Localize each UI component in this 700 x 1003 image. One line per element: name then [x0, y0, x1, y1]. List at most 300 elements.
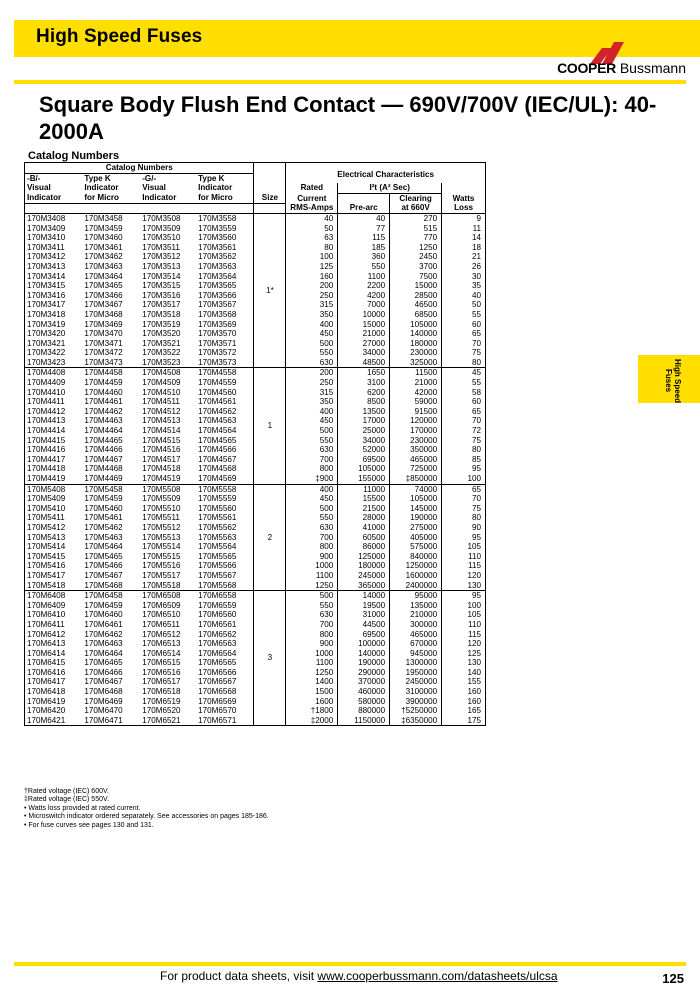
- cell-g: 170M5509: [142, 494, 181, 504]
- header-gkn-line: Indicator: [196, 183, 254, 193]
- cell-g: 170M3523: [140, 358, 196, 368]
- header-row: [25, 193, 486, 203]
- cell-rated: 550: [286, 601, 338, 611]
- cell-prearc: 11000: [338, 484, 390, 494]
- footer-link[interactable]: www.cooperbussmann.com/datasheets/ulcsa: [317, 969, 558, 983]
- cell-g: 170M5516: [142, 561, 181, 571]
- cell-g: 170M3514: [142, 271, 181, 281]
- cell-bkn: 170M5460: [84, 503, 123, 513]
- logo-word-bussmann: Bussmann: [619, 60, 686, 76]
- side-tab[interactable]: [638, 355, 700, 403]
- cell-clearing: 140000: [390, 329, 442, 339]
- cell-prearc: 34000: [338, 348, 390, 358]
- cell-gkn: 170M5567: [196, 571, 254, 581]
- cell-b: 170M5411: [25, 513, 83, 523]
- cell-b: 170M3411: [25, 243, 83, 253]
- cell-clearing: 95000: [390, 591, 442, 601]
- cell-g: 170M6513: [142, 639, 181, 649]
- cell-gkn: 170M4558: [196, 368, 254, 378]
- cell-bkn: 170M3465: [84, 281, 123, 291]
- cell-prearc: 155000: [338, 474, 390, 484]
- cell-watts: 100: [442, 601, 486, 611]
- cell-g: 170M4516: [142, 445, 181, 455]
- cell-rated: 250: [286, 378, 338, 388]
- cell-bkn: 170M5465: [84, 551, 123, 561]
- cell-b: 170M4408: [25, 368, 83, 378]
- cell-gkn: 170M5562: [196, 523, 254, 533]
- cell-g: 170M6519: [142, 696, 181, 706]
- cell-gkn: 170M6571: [196, 716, 254, 726]
- header-prearc-spacer: [338, 193, 390, 203]
- cell-watts: 60: [442, 320, 486, 330]
- cell-clearing: 15000: [390, 281, 442, 291]
- cell-rated: 900: [286, 552, 338, 562]
- cell-bkn: 170M6467: [84, 677, 123, 687]
- cell-rated: 250: [286, 291, 338, 301]
- header-b-line: Visual: [25, 183, 83, 193]
- header-gkn-line: Type K: [196, 173, 254, 183]
- cell-prearc: 48500: [338, 358, 390, 368]
- cell-rated: 1500: [286, 687, 338, 697]
- cell-bkn: 170M4465: [84, 435, 123, 445]
- cell-b: 170M5409: [25, 494, 83, 504]
- cell-gkn: 170M5560: [196, 504, 254, 514]
- cell-bkn: 170M5461: [84, 513, 123, 523]
- cell-b: 170M6420: [25, 706, 83, 716]
- cell-gkn: 170M6562: [196, 630, 254, 640]
- cell-bkn: 170M5467: [84, 570, 123, 580]
- cell-g: 170M3511: [142, 242, 180, 252]
- cell-prearc: 245000: [338, 571, 390, 581]
- cell-bkn: 170M5468: [82, 581, 140, 591]
- cell-g: 170M4510: [142, 387, 181, 397]
- cell-g: 170M3521: [142, 338, 181, 348]
- cell-prearc: 44500: [338, 620, 390, 630]
- cell-gkn: 170M3569: [196, 320, 254, 330]
- cell-g: 170M6511: [142, 619, 180, 629]
- cell-b: 170M6408: [25, 591, 83, 601]
- footer-label: For product data sheets, visit: [160, 969, 318, 983]
- cell-prearc: 6200: [338, 388, 390, 398]
- cell-g: 170M4515: [142, 435, 181, 445]
- cell-prearc: 3100: [338, 378, 390, 388]
- cell-clearing: 1250000: [390, 561, 442, 571]
- cell-g: 170M5510: [142, 503, 181, 513]
- cell-g: 170M5517: [142, 570, 181, 580]
- cell-prearc: 4200: [338, 291, 390, 301]
- header-i2t: I²t (A² Sec): [338, 183, 442, 193]
- cell-size: 3: [254, 591, 286, 726]
- cell-b: 170M3412: [25, 252, 83, 262]
- cell-b: 170M6411: [25, 620, 83, 630]
- header-bkn-line: Indicator: [84, 183, 119, 193]
- cell-clearing: 350000: [390, 445, 442, 455]
- footnote: • For fuse curves see pages 130 and 131.: [24, 821, 154, 829]
- cell-bkn: 170M4460: [84, 387, 123, 397]
- cell-bkn: 170M4459: [84, 378, 123, 388]
- cell-b: 170M4416: [25, 445, 83, 455]
- cell-rated: 630: [286, 445, 338, 455]
- cell-watts: 90: [442, 523, 486, 533]
- cell-bkn: 170M5462: [84, 522, 123, 532]
- cell-clearing: 275000: [390, 523, 442, 533]
- cell-watts: 80: [442, 358, 486, 368]
- cell-size: 2: [254, 484, 286, 591]
- cell-b: 170M6416: [25, 668, 83, 678]
- cell-b: 170M4417: [25, 455, 83, 465]
- cell-bkn: 170M3469: [84, 319, 123, 329]
- cell-gkn: 170M3559: [196, 224, 254, 234]
- cell-prearc: 180000: [338, 561, 390, 571]
- cell-b: 170M4414: [25, 426, 83, 436]
- cell-prearc: 21000: [338, 329, 390, 339]
- cell-rated: 350: [286, 397, 338, 407]
- cell-watts: 110: [442, 552, 486, 562]
- header-size: Size: [254, 193, 286, 203]
- header-bkn-line: [82, 203, 140, 213]
- cell-bkn: 170M3458: [84, 213, 123, 223]
- cell-b: 170M5416: [25, 561, 83, 571]
- cell-bkn: 170M4467: [84, 454, 123, 464]
- cell-rated: 630: [286, 523, 338, 533]
- cell-gkn: 170M6568: [196, 687, 254, 697]
- cell-clearing: 46500: [390, 300, 442, 310]
- header-watts-line: Loss: [442, 203, 486, 213]
- cell-b: 170M6414: [25, 649, 83, 659]
- cell-clearing: 515: [390, 224, 442, 234]
- cell-bkn: 170M6458: [84, 591, 123, 601]
- table-row: [25, 213, 486, 223]
- cell-prearc: 105000: [338, 464, 390, 474]
- cell-size: 1*: [254, 213, 286, 368]
- header-row: [25, 183, 486, 193]
- catalog-heading: Catalog Numbers: [28, 150, 120, 162]
- cell-clearing: 1950000: [390, 668, 442, 678]
- cell-watts: 45: [442, 368, 486, 378]
- cell-watts: 65: [442, 329, 486, 339]
- cell-bkn: 170M6465: [84, 658, 123, 668]
- cell-gkn: 170M4561: [196, 397, 254, 407]
- table-row: [25, 368, 486, 378]
- header-g-line: -G/-: [142, 173, 157, 183]
- cell-b: 170M3414: [25, 272, 83, 282]
- cell-gkn: 170M3571: [196, 339, 254, 349]
- cell-gkn: 170M5566: [196, 561, 254, 571]
- cell-bkn: 170M3468: [84, 309, 123, 319]
- cell-prearc: 15500: [338, 494, 390, 504]
- cell-bkn: 170M6469: [84, 696, 123, 706]
- cell-g: 170M6510: [142, 610, 181, 620]
- catalog-table: [24, 162, 486, 726]
- header-size: [254, 183, 286, 193]
- header-catalog-numbers: Catalog Numbers: [25, 163, 254, 174]
- section-title: High Speed Fuses: [36, 26, 203, 47]
- cell-clearing: 74000: [390, 484, 442, 494]
- cell-clearing: 300000: [390, 620, 442, 630]
- cell-clearing: 230000: [390, 348, 442, 358]
- cell-rated: 1600: [286, 697, 338, 707]
- cell-prearc: 28000: [338, 513, 390, 523]
- header-watts-line: Watts: [442, 193, 486, 203]
- cell-g: 170M6518: [142, 687, 181, 697]
- cell-g: 170M4519: [140, 474, 196, 484]
- cell-clearing: 725000: [390, 464, 442, 474]
- cell-g: 170M4508: [142, 368, 181, 378]
- cell-prearc: 100000: [338, 639, 390, 649]
- cell-clearing: 575000: [390, 542, 442, 552]
- header-electrical: Electrical Characteristics: [286, 163, 486, 184]
- cell-clearing: 945000: [390, 649, 442, 659]
- cell-clearing: 2450: [390, 252, 442, 262]
- cell-gkn: 170M5561: [196, 513, 254, 523]
- cell-prearc: 8500: [338, 397, 390, 407]
- cell-watts: 105: [442, 610, 486, 620]
- cell-b: 170M5417: [25, 571, 83, 581]
- cell-clearing: 465000: [390, 455, 442, 465]
- header-rated-line: Rated: [286, 183, 338, 193]
- cell-g: 170M6512: [142, 629, 181, 639]
- cell-g: 170M6517: [142, 677, 181, 687]
- cell-prearc: 17000: [338, 416, 390, 426]
- cell-g: 170M3522: [142, 348, 181, 358]
- cell-b: 170M3419: [25, 320, 83, 330]
- cell-g: 170M5508: [142, 484, 181, 494]
- cell-bkn: 170M6463: [84, 639, 123, 649]
- footnote: ‡Rated voltage (IEC) 550V.: [24, 796, 109, 804]
- cell-gkn: 170M4564: [196, 426, 254, 436]
- table-header: [25, 163, 486, 214]
- cell-bkn: 170M3464: [84, 271, 123, 281]
- cell-bkn: 170M3471: [84, 338, 123, 348]
- cell-bkn: 170M6471: [82, 716, 140, 726]
- header-bkn-line: for Micro: [82, 193, 140, 203]
- cell-watts: 155: [442, 677, 486, 687]
- cell-gkn: 170M3570: [196, 329, 254, 339]
- cell-gkn: 170M3560: [196, 233, 254, 243]
- cell-bkn: 170M3459: [84, 223, 123, 233]
- cell-watts: 70: [442, 494, 486, 504]
- cell-b: 170M3410: [25, 233, 83, 243]
- cell-g: 170M6514: [142, 648, 181, 658]
- cell-bkn: 170M4468: [84, 464, 123, 474]
- cell-gkn: 170M4560: [196, 388, 254, 398]
- cell-rated: 1400: [286, 677, 338, 687]
- cell-rated: 50: [286, 224, 338, 234]
- footnote: †Rated voltage (IEC) 600V.: [24, 788, 109, 795]
- header-b-line: -B/-: [25, 173, 83, 183]
- table-body: [25, 213, 486, 725]
- cell-rated: 450: [286, 416, 338, 426]
- cell-prearc: 365000: [338, 581, 390, 591]
- cell-clearing: 180000: [390, 339, 442, 349]
- cell-rated: 63: [286, 233, 338, 243]
- cell-clearing: †5250000: [390, 706, 442, 716]
- cell-clearing: 670000: [390, 639, 442, 649]
- cell-bkn: 170M5464: [84, 542, 123, 552]
- cell-watts: 160: [442, 687, 486, 697]
- cell-clearing: 3100000: [390, 687, 442, 697]
- cell-g: 170M5511: [142, 513, 180, 523]
- cell-clearing: 105000: [390, 494, 442, 504]
- cell-watts: 115: [442, 561, 486, 571]
- logo-word-cooper: COOPER: [557, 60, 616, 76]
- cell-bkn: 170M5466: [84, 561, 123, 571]
- header-gkn-line: [196, 203, 254, 213]
- cell-gkn: 170M3568: [196, 310, 254, 320]
- cell-rated: 200: [286, 281, 338, 291]
- header-clearing-line: Clearing: [390, 193, 442, 203]
- cell-rated: 1100: [286, 658, 338, 668]
- cell-clearing: 325000: [390, 358, 442, 368]
- cell-rated: 400: [286, 320, 338, 330]
- cell-g: 170M5512: [142, 522, 181, 532]
- cell-g: 170M4518: [142, 464, 181, 474]
- header-size: [254, 203, 286, 213]
- header-bkn-line: Type K: [84, 173, 111, 183]
- cell-watts: 160: [442, 697, 486, 707]
- cell-prearc: 7000: [338, 300, 390, 310]
- page-title: Square Body Flush End Contact — 690V/700V (IEC/UL): 40-2000A: [39, 92, 657, 144]
- footnote: • Microswitch indicator ordered separately. See accessories on pages 185-186.: [24, 813, 269, 821]
- cell-watts: 26: [442, 262, 486, 272]
- cell-watts: 95: [442, 533, 486, 543]
- cell-prearc: 580000: [338, 697, 390, 707]
- cell-prearc: 370000: [338, 677, 390, 687]
- cell-watts: 21: [442, 252, 486, 262]
- cell-clearing: 145000: [390, 504, 442, 514]
- cell-gkn: 170M3562: [196, 252, 254, 262]
- cell-gkn: 170M6560: [196, 610, 254, 620]
- cell-b: 170M5413: [25, 533, 83, 543]
- header-g-line: Visual: [142, 183, 166, 193]
- cell-rated: 125: [286, 262, 338, 272]
- cell-gkn: 170M4562: [196, 407, 254, 417]
- cell-clearing: 2450000: [390, 677, 442, 687]
- cell-prearc: 31000: [338, 610, 390, 620]
- cell-gkn: 170M3561: [196, 243, 254, 253]
- cell-rated: 550: [286, 436, 338, 446]
- cell-gkn: 170M4563: [196, 416, 254, 426]
- cell-g: 170M3510: [142, 233, 181, 243]
- cell-rated: 40: [286, 213, 338, 223]
- cell-rated: 500: [286, 504, 338, 514]
- cell-watts: 60: [442, 397, 486, 407]
- cell-rated: 900: [286, 639, 338, 649]
- cell-bkn: 170M3470: [84, 329, 123, 339]
- cell-gkn: 170M6564: [196, 649, 254, 659]
- cell-b: 170M6419: [25, 697, 83, 707]
- cell-bkn: 170M3461: [84, 242, 123, 252]
- cell-gkn: 170M4568: [196, 464, 254, 474]
- cell-b: 170M4418: [25, 464, 83, 474]
- cell-rated: 400: [286, 484, 338, 494]
- header-clearing-line: at 660V: [390, 203, 442, 213]
- cell-bkn: 170M4464: [84, 426, 123, 436]
- cell-prearc: 550: [338, 262, 390, 272]
- cell-prearc: 125000: [338, 552, 390, 562]
- cell-gkn: 170M5565: [196, 552, 254, 562]
- cell-prearc: 190000: [338, 658, 390, 668]
- cell-watts: 140: [442, 668, 486, 678]
- cell-watts: 110: [442, 620, 486, 630]
- cell-b: 170M6412: [25, 630, 83, 640]
- cell-clearing: 91500: [390, 407, 442, 417]
- cell-bkn: 170M6460: [84, 610, 123, 620]
- cell-watts: 65: [442, 407, 486, 417]
- header-size-spacer: [254, 163, 286, 174]
- cell-b: 170M4411: [25, 397, 83, 407]
- cell-b: 170M5415: [25, 552, 83, 562]
- cell-prearc: 52000: [338, 445, 390, 455]
- cell-b: 170M3423: [25, 358, 83, 368]
- cell-b: 170M3422: [25, 348, 83, 358]
- cell-bkn: 170M4463: [84, 416, 123, 426]
- cell-rated: 80: [286, 243, 338, 253]
- cell-rated: 630: [286, 358, 338, 368]
- cell-gkn: 170M5563: [196, 533, 254, 543]
- cell-clearing: 42000: [390, 388, 442, 398]
- cell-rated: 315: [286, 388, 338, 398]
- cell-watts: 130: [442, 658, 486, 668]
- cell-gkn: 170M6569: [196, 697, 254, 707]
- cell-g: 170M4514: [142, 426, 181, 436]
- cell-watts: 70: [442, 416, 486, 426]
- cell-watts: 35: [442, 281, 486, 291]
- cell-watts: 95: [442, 591, 486, 601]
- cell-rated: †1800: [286, 706, 338, 716]
- cell-watts: 11: [442, 224, 486, 234]
- cell-gkn: 170M3566: [196, 291, 254, 301]
- cell-prearc: 360: [338, 252, 390, 262]
- cell-b: 170M5412: [25, 523, 83, 533]
- cell-prearc: 41000: [338, 523, 390, 533]
- footnotes: [24, 788, 269, 830]
- cell-rated: 315: [286, 300, 338, 310]
- cell-watts: 95: [442, 464, 486, 474]
- header-g-line: Indicator: [140, 193, 196, 203]
- cell-b: 170M3409: [25, 224, 83, 234]
- cell-b: 170M5410: [25, 504, 83, 514]
- cell-g: 170M4513: [142, 416, 181, 426]
- cell-b: 170M3417: [25, 300, 83, 310]
- cell-watts: 9: [442, 213, 486, 223]
- cell-bkn: 170M6466: [84, 667, 123, 677]
- cell-b: 170M4419: [25, 474, 83, 484]
- cell-watts: 120: [442, 639, 486, 649]
- cell-gkn: 170M6570: [196, 706, 254, 716]
- cell-rated: 350: [286, 310, 338, 320]
- cell-gkn: 170M3572: [196, 348, 254, 358]
- cell-rated: 800: [286, 630, 338, 640]
- cell-watts: 72: [442, 426, 486, 436]
- cell-gkn: 170M6559: [196, 601, 254, 611]
- cell-bkn: 170M6468: [84, 687, 123, 697]
- page-number: 125: [662, 971, 684, 986]
- cell-g: 170M4517: [142, 454, 181, 464]
- cell-b: 170M4415: [25, 436, 83, 446]
- cell-rated: 500: [286, 339, 338, 349]
- cell-bkn: 170M4458: [84, 368, 123, 378]
- cell-gkn: 170M3567: [196, 300, 254, 310]
- cell-watts: 120: [442, 571, 486, 581]
- cell-g: 170M6508: [142, 591, 181, 601]
- cell-prearc: 19500: [338, 601, 390, 611]
- cell-clearing: 270: [390, 213, 442, 223]
- cell-g: 170M3508: [142, 213, 181, 223]
- cell-g: 170M3509: [142, 223, 181, 233]
- cell-rated: 1000: [286, 649, 338, 659]
- cell-rated: 1000: [286, 561, 338, 571]
